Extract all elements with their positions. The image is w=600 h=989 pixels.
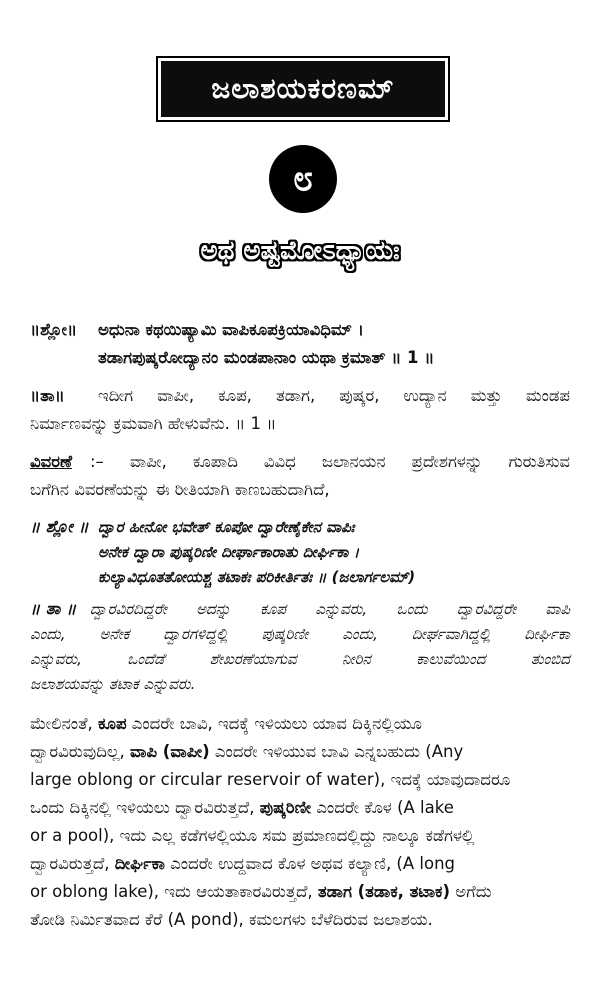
body-line: or a pool), ಇದು ಎಲ್ಲ ಕಡೆಗಳಲ್ಲಿಯೂ ಸಮ ಪ್ರಮಾಣದಲ್ಲಿದ್ದು ನಾಲ್ಕೂ ಕಡೆಗಳಲ್ಲಿ [30, 826, 475, 845]
vivarane-label: ವಿವರಣೆ [30, 452, 72, 471]
shloka-line: ಕುಲ್ಯಾವಿಧೂತತೋಯಶ್ಚ ತಟಾಕಃ ಪರಿಕೀರ್ತಿತಃ ॥ (ಜಲಾರ್ಗಲಮ್) [98, 568, 416, 586]
shloka-line: ತಡಾಗಪುಷ್ಕರೋದ್ಯಾನಂ ಮಂಡಪಾನಾಂ ಯಥಾ ಕ್ರಮಾತ್ ॥ 1 ॥ [98, 348, 435, 367]
tatparya-label: ॥ ತಾ ॥ [30, 599, 77, 618]
shloka-label: ॥ ಶ್ಲೋ ॥ [30, 517, 89, 536]
vivarane-line: ಬಗೆಗಿನ ವಿವರಣೆಯನ್ನು ಈ ರೀತಿಯಾಗಿ ಕಾಣಬಹುದಾಗಿದೆ, [30, 480, 330, 499]
vivarane-line: :– ವಾಪೀ, ಕೂಪಾದಿ ವಿವಿಧ ಜಲಾನಯನ ಪ್ರದೇಶಗಳನ್ನು ಗುರುತಿಸುವ [90, 452, 570, 471]
shloka-label: ॥ಶ್ಲೋ॥ [30, 320, 78, 339]
body-line: or oblong lake), ಇದು ಆಯತಾಕಾರವಿರುತ್ತದೆ, ತಡಾಗ (ತಡಾಕ, ತಟಾಕ) ಅಗೆದು [30, 882, 492, 901]
title-box [156, 56, 450, 122]
term-vapi: ವಾಪಿ (ವಾಪೀ) [130, 742, 210, 761]
tatparya-line: ಎಂದು, ಅನೇಕ ದ್ವಾರಗಳಿದ್ದಲ್ಲಿ ಪುಷ್ಕರಿಣೀ ಎಂದು, ದೀರ್ಘವಾಗಿದ್ದಲ್ಲಿ ದೀರ್ಘಿಕಾ [30, 625, 570, 643]
chapter-number-badge: ೮ [269, 145, 337, 213]
body-line: ದ್ವಾರವಿರುತ್ತದೆ, ದೀರ್ಘಿಕಾ ಎಂದರೇ ಉದ್ದವಾದ ಕೊಳ ಅಥವ ಕಲ್ಯಾಣಿ, (A long [30, 854, 456, 873]
body-line: ದ್ವಾರವಿರುವುದಿಲ್ಲ, ವಾಪಿ (ವಾಪೀ) ಎಂದರೇ ಇಳಿಯುವ ಬಾವಿ ಎನ್ನಬಹುದು (Any [30, 742, 464, 761]
shloka-line: ದ್ವಾರ ಹೀನೋ ಭವೇತ್ ಕೂಪೋ ದ್ವಾರೇಣೈಕೇನ ವಾಪಿಃ [98, 518, 355, 536]
body-line: large oblong or circular reservoir of water), ಇದಕ್ಕೆ ಯಾವುದಾದರೂ [30, 770, 511, 789]
tatparya-line: ಎನ್ನುವರು, ಒಂದೆಡೆ ಶೇಖರಣೆಯಾಗುವ ನೀರಿನ ಕಾಲುವೆಯಿಂದ ತುಂಬಿದ [30, 650, 570, 668]
page-title: ಜಲಾಶಯಕರಣಮ್ [161, 61, 445, 117]
term-koopa: ಕೂಪ [98, 714, 127, 733]
shloka-line: ಅಧುನಾ ಕಥಯಿಷ್ಯಾಮಿ ವಾಪಿಕೂಪಕ್ರಿಯಾವಿಧಿಮ್ । [98, 320, 364, 339]
shloka-line: ಅನೇಕ ದ್ವಾರಾ ಪುಷ್ಕರಿಣೀ ದೀರ್ಘಾಕಾರಾತು ದೀರ್ಘಿಕಾ । [98, 543, 360, 561]
tatparya-line: ಜಲಾಶಯವನ್ನು ತಟಾಕ ಎನ್ನುವರು. [30, 675, 196, 693]
tatparya-line: ಇದೀಗ ವಾಪೀ, ಕೂಪ, ತಡಾಗ, ಪುಷ್ಕರ, ಉದ್ಯಾನ ಮತ್ತು ಮಂಡಪ [98, 386, 570, 405]
tatparya-line: ದ್ವಾರವಿರದಿದ್ದರೇ ಅದನ್ನು ಕೂಪ ಎನ್ನುವರು, ಒಂದು ದ್ವಾರವಿದ್ದರೇ ವಾಪಿ [90, 600, 570, 618]
body-line: ತೋಡಿ ನಿರ್ಮಿತವಾದ ಕೆರೆ (A pond), ಕಮಲಗಳು ಬೆಳೆದಿರುವ ಜಲಾಶಯ. [30, 910, 433, 929]
tatparya-line: ನಿರ್ಮಾಣವನ್ನು ಕ್ರಮವಾಗಿ ಹೇಳುವೆನು. ॥ 1 ॥ [30, 414, 277, 433]
chapter-heading: ಅಥ ಅಷ್ಟಮೋಽಧ್ಯಾಯಃ [200, 236, 400, 266]
term-pushkarini: ಪುಷ್ಕರಿಣೀ [259, 798, 312, 817]
tatparya-label: ॥ತಾ॥ [30, 386, 65, 405]
term-tadaga: ತಡಾಗ (ತಡಾಕ, ತಟಾಕ) [317, 882, 451, 901]
term-deerghika: ದೀರ್ಘಿಕಾ [114, 854, 165, 873]
body-line: ಒಂದು ದಿಕ್ಕಿನಲ್ಲಿ ಇಳಿಯಲು ದ್ವಾರವಿರುತ್ತದೆ, ಪುಷ್ಕರಿಣೀ ಎಂದರೇ ಕೊಳ (A lake [30, 798, 454, 817]
body-line: ಮೇಲಿನಂತೆ, ಕೂಪ ಎಂದರೇ ಬಾವಿ, ಇದಕ್ಕೆ ಇಳಿಯಲು ಯಾವ ದಿಕ್ಕಿನಲ್ಲಿಯೂ [30, 714, 422, 733]
